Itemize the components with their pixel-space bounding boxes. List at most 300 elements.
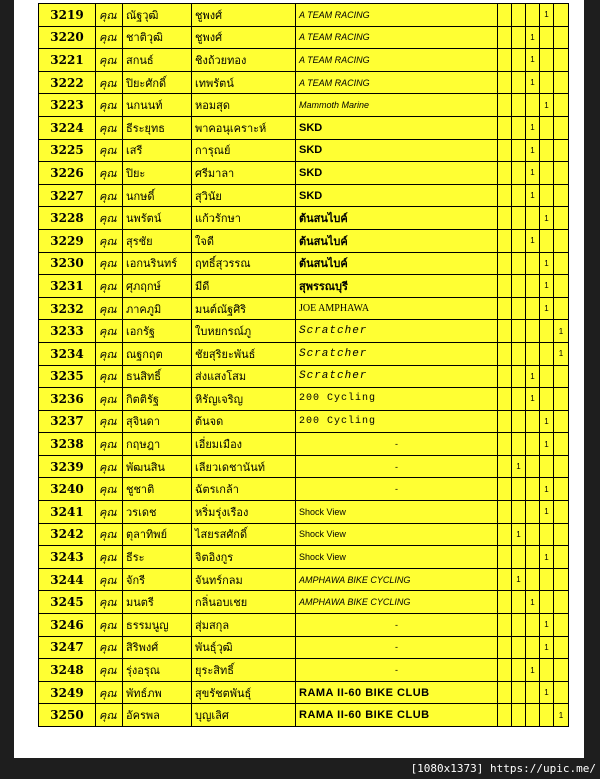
category-cell: 1: [540, 94, 554, 117]
category-cell: [554, 184, 569, 207]
team-cell: -: [296, 433, 498, 456]
last-name-cell: ต้นจด: [192, 410, 296, 433]
category-cell: [498, 704, 512, 727]
table-row: [39, 546, 569, 569]
category-cell: [512, 659, 526, 682]
team-cell: ต้นสนไบค์: [296, 252, 498, 275]
table-row: [39, 704, 569, 727]
category-cell: [498, 659, 512, 682]
title-cell: คุณ: [96, 614, 123, 637]
table-row: [39, 614, 569, 637]
first-name-cell: สิริพงศ์: [123, 636, 192, 659]
table-row: [39, 501, 569, 524]
category-cell: [540, 26, 554, 49]
table-row: [39, 410, 569, 433]
title-cell: คุณ: [96, 116, 123, 139]
team-cell: Shock View: [296, 501, 498, 524]
table-row: [39, 320, 569, 343]
category-cell: 1: [554, 342, 569, 365]
category-cell: [540, 320, 554, 343]
team-cell: SKD: [296, 184, 498, 207]
category-cell: [498, 546, 512, 569]
table-row: [39, 49, 569, 72]
category-cell: [554, 501, 569, 524]
table-row: [39, 139, 569, 162]
category-cell: [554, 297, 569, 320]
bib-number: 3220: [39, 26, 96, 49]
category-cell: [540, 568, 554, 591]
first-name-cell: รุ่งอรุณ: [123, 659, 192, 682]
first-name-cell: นพรัตน์: [123, 207, 192, 230]
category-cell: [498, 433, 512, 456]
category-cell: [512, 388, 526, 411]
category-cell: [540, 342, 554, 365]
first-name-cell: กิตติรัฐ: [123, 388, 192, 411]
title-cell: คุณ: [96, 71, 123, 94]
category-cell: 1: [512, 568, 526, 591]
team-cell: Scratcher: [296, 342, 498, 365]
category-cell: 1: [540, 4, 554, 27]
team-cell: A TEAM RACING: [296, 4, 498, 27]
category-cell: [526, 614, 540, 637]
first-name-cell: สกนธ์: [123, 49, 192, 72]
category-cell: 1: [526, 26, 540, 49]
category-cell: 1: [540, 207, 554, 230]
bib-number: 3230: [39, 252, 96, 275]
category-cell: [512, 614, 526, 637]
team-cell: SKD: [296, 162, 498, 185]
category-cell: [554, 659, 569, 682]
category-cell: 1: [554, 320, 569, 343]
table-row: [39, 388, 569, 411]
category-cell: [498, 229, 512, 252]
title-cell: คุณ: [96, 433, 123, 456]
category-cell: 1: [540, 297, 554, 320]
table-row: [39, 184, 569, 207]
last-name-cell: ยุระสิทธิ์: [192, 659, 296, 682]
category-cell: [498, 342, 512, 365]
title-cell: คุณ: [96, 49, 123, 72]
category-cell: 1: [526, 162, 540, 185]
category-cell: [554, 26, 569, 49]
category-cell: [554, 410, 569, 433]
category-cell: [498, 275, 512, 298]
last-name-cell: แก้วรักษา: [192, 207, 296, 230]
first-name-cell: กฤษฎา: [123, 433, 192, 456]
category-cell: [498, 26, 512, 49]
category-cell: [526, 297, 540, 320]
team-cell: SKD: [296, 139, 498, 162]
team-cell: ต้นสนไบค์: [296, 229, 498, 252]
category-cell: [540, 591, 554, 614]
team-cell: RAMA II-60 BIKE CLUB: [296, 704, 498, 727]
bib-number: 3223: [39, 94, 96, 117]
last-name-cell: ชูพงศ์: [192, 26, 296, 49]
team-cell: JOE AMPHAWA: [296, 297, 498, 320]
category-cell: [526, 455, 540, 478]
category-cell: [526, 568, 540, 591]
category-cell: [512, 297, 526, 320]
category-cell: 1: [540, 636, 554, 659]
first-name-cell: ศุภฤกษ์: [123, 275, 192, 298]
category-cell: [554, 636, 569, 659]
category-cell: [498, 568, 512, 591]
category-cell: [554, 4, 569, 27]
bib-number: 3236: [39, 388, 96, 411]
first-name-cell: นกษดิ์: [123, 184, 192, 207]
team-cell: 200 Cycling: [296, 410, 498, 433]
table-row: [39, 433, 569, 456]
category-cell: 1: [526, 71, 540, 94]
category-cell: 1: [540, 252, 554, 275]
table-row: [39, 26, 569, 49]
first-name-cell: สุจินดา: [123, 410, 192, 433]
title-cell: คุณ: [96, 184, 123, 207]
title-cell: คุณ: [96, 704, 123, 727]
category-cell: [554, 546, 569, 569]
category-cell: 1: [526, 229, 540, 252]
category-cell: 1: [526, 184, 540, 207]
title-cell: คุณ: [96, 681, 123, 704]
team-cell: RAMA II-60 BIKE CLUB: [296, 681, 498, 704]
table-row: [39, 252, 569, 275]
category-cell: [540, 365, 554, 388]
category-cell: [540, 162, 554, 185]
table-row: [39, 4, 569, 27]
category-cell: [512, 162, 526, 185]
bib-number: 3228: [39, 207, 96, 230]
title-cell: คุณ: [96, 252, 123, 275]
document-page: [14, 0, 584, 758]
category-cell: [512, 342, 526, 365]
bib-number: 3243: [39, 546, 96, 569]
title-cell: คุณ: [96, 139, 123, 162]
first-name-cell: วรเดช: [123, 501, 192, 524]
last-name-cell: กลิ่นอบเชย: [192, 591, 296, 614]
last-name-cell: ส่งแสงโสม: [192, 365, 296, 388]
category-cell: [512, 320, 526, 343]
first-name-cell: ธีระยุทธ: [123, 116, 192, 139]
category-cell: [540, 388, 554, 411]
first-name-cell: ปิยะศักดิ์: [123, 71, 192, 94]
watermark: [1080x1373] https://upic.me/: [407, 758, 600, 779]
category-cell: [498, 162, 512, 185]
last-name-cell: สุขรัชตพันธุ์: [192, 681, 296, 704]
first-name-cell: ณัฐวุฒิ: [123, 4, 192, 27]
category-cell: [498, 388, 512, 411]
category-cell: 1: [512, 455, 526, 478]
category-cell: [512, 501, 526, 524]
category-cell: [512, 365, 526, 388]
category-cell: [540, 523, 554, 546]
last-name-cell: การุณย์: [192, 139, 296, 162]
category-cell: 1: [540, 681, 554, 704]
category-cell: [512, 478, 526, 501]
category-cell: [554, 229, 569, 252]
category-cell: [554, 252, 569, 275]
category-cell: [526, 252, 540, 275]
first-name-cell: ณฐกฤต: [123, 342, 192, 365]
category-cell: 1: [512, 523, 526, 546]
first-name-cell: นกนนท์: [123, 94, 192, 117]
bib-number: 3238: [39, 433, 96, 456]
last-name-cell: ใบหยกรณ์ภู: [192, 320, 296, 343]
title-cell: คุณ: [96, 297, 123, 320]
table-row: [39, 94, 569, 117]
table-row: [39, 297, 569, 320]
category-cell: 1: [540, 410, 554, 433]
category-cell: [554, 139, 569, 162]
first-name-cell: อัครพล: [123, 704, 192, 727]
team-cell: A TEAM RACING: [296, 49, 498, 72]
last-name-cell: สุ่มสกุล: [192, 614, 296, 637]
last-name-cell: พันธุ์วุฒิ: [192, 636, 296, 659]
category-cell: [540, 659, 554, 682]
title-cell: คุณ: [96, 659, 123, 682]
category-cell: [526, 478, 540, 501]
category-cell: [498, 139, 512, 162]
bib-number: 3231: [39, 275, 96, 298]
team-cell: -: [296, 636, 498, 659]
table-row: [39, 523, 569, 546]
category-cell: [498, 614, 512, 637]
first-name-cell: พัฒนสิน: [123, 455, 192, 478]
category-cell: [526, 320, 540, 343]
category-cell: [512, 433, 526, 456]
category-cell: 1: [540, 433, 554, 456]
team-cell: Scratcher: [296, 365, 498, 388]
category-cell: [512, 591, 526, 614]
category-cell: [512, 252, 526, 275]
category-cell: 1: [526, 49, 540, 72]
bib-number: 3234: [39, 342, 96, 365]
title-cell: คุณ: [96, 342, 123, 365]
category-cell: [554, 614, 569, 637]
bib-number: 3242: [39, 523, 96, 546]
bib-number: 3248: [39, 659, 96, 682]
category-cell: [526, 501, 540, 524]
first-name-cell: ธนสิทธิ์: [123, 365, 192, 388]
category-cell: [526, 546, 540, 569]
category-cell: [512, 636, 526, 659]
category-cell: [540, 116, 554, 139]
category-cell: [498, 478, 512, 501]
bib-number: 3226: [39, 162, 96, 185]
category-cell: 1: [526, 116, 540, 139]
category-cell: [540, 184, 554, 207]
last-name-cell: ใจดี: [192, 229, 296, 252]
first-name-cell: ชาติวุฒิ: [123, 26, 192, 49]
category-cell: [512, 410, 526, 433]
title-cell: คุณ: [96, 410, 123, 433]
category-cell: [554, 116, 569, 139]
title-cell: คุณ: [96, 591, 123, 614]
category-cell: 1: [540, 478, 554, 501]
table-row: [39, 162, 569, 185]
bib-number: 3237: [39, 410, 96, 433]
bib-number: 3246: [39, 614, 96, 637]
category-cell: [512, 704, 526, 727]
title-cell: คุณ: [96, 636, 123, 659]
team-cell: Scratcher: [296, 320, 498, 343]
category-cell: [512, 184, 526, 207]
first-name-cell: ชูชาติ: [123, 478, 192, 501]
title-cell: คุณ: [96, 501, 123, 524]
table-row: [39, 275, 569, 298]
category-cell: [554, 94, 569, 117]
first-name-cell: ธรรมนูญ: [123, 614, 192, 637]
team-cell: -: [296, 455, 498, 478]
team-cell: Shock View: [296, 523, 498, 546]
table-row: [39, 591, 569, 614]
category-cell: [512, 229, 526, 252]
first-name-cell: ปิยะ: [123, 162, 192, 185]
title-cell: คุณ: [96, 320, 123, 343]
category-cell: [498, 49, 512, 72]
title-cell: คุณ: [96, 388, 123, 411]
category-cell: [540, 49, 554, 72]
category-cell: [526, 342, 540, 365]
title-cell: คุณ: [96, 455, 123, 478]
title-cell: คุณ: [96, 523, 123, 546]
category-cell: [498, 501, 512, 524]
last-name-cell: บุญเลิศ: [192, 704, 296, 727]
category-cell: [498, 681, 512, 704]
last-name-cell: จิตอิงกูร: [192, 546, 296, 569]
category-cell: [540, 229, 554, 252]
category-cell: [540, 71, 554, 94]
bib-number: 3247: [39, 636, 96, 659]
category-cell: [540, 455, 554, 478]
bib-number: 3221: [39, 49, 96, 72]
first-name-cell: จักรี: [123, 568, 192, 591]
bib-number: 3233: [39, 320, 96, 343]
category-cell: [498, 320, 512, 343]
category-cell: [498, 591, 512, 614]
table-row: [39, 681, 569, 704]
category-cell: [498, 297, 512, 320]
first-name-cell: สุรชัย: [123, 229, 192, 252]
last-name-cell: จันทร์กลม: [192, 568, 296, 591]
category-cell: [526, 207, 540, 230]
category-cell: [526, 94, 540, 117]
category-cell: [526, 275, 540, 298]
category-cell: [554, 478, 569, 501]
team-cell: A TEAM RACING: [296, 71, 498, 94]
category-cell: [498, 410, 512, 433]
title-cell: คุณ: [96, 207, 123, 230]
title-cell: คุณ: [96, 478, 123, 501]
category-cell: [512, 681, 526, 704]
last-name-cell: ศรีมาลา: [192, 162, 296, 185]
table-row: [39, 116, 569, 139]
bib-number: 3235: [39, 365, 96, 388]
team-cell: AMPHAWA BIKE CYCLING: [296, 591, 498, 614]
category-cell: [498, 636, 512, 659]
last-name-cell: พาคอนุเคราะห์: [192, 116, 296, 139]
team-cell: A TEAM RACING: [296, 26, 498, 49]
category-cell: [498, 365, 512, 388]
category-cell: 1: [554, 704, 569, 727]
last-name-cell: ฤทธิ์สุวรรณ: [192, 252, 296, 275]
category-cell: [498, 455, 512, 478]
category-cell: [540, 139, 554, 162]
team-cell: Shock View: [296, 546, 498, 569]
title-cell: คุณ: [96, 568, 123, 591]
category-cell: [554, 275, 569, 298]
last-name-cell: มีดี: [192, 275, 296, 298]
category-cell: [512, 49, 526, 72]
team-cell: ต้นสนไบค์: [296, 207, 498, 230]
table-row: [39, 478, 569, 501]
last-name-cell: มนต์ณัฐศิริ: [192, 297, 296, 320]
table-row: [39, 342, 569, 365]
team-cell: Mammoth Marine: [296, 94, 498, 117]
category-cell: 1: [526, 659, 540, 682]
category-cell: [554, 207, 569, 230]
bib-number: 3229: [39, 229, 96, 252]
first-name-cell: เอกนรินทร์: [123, 252, 192, 275]
table-row: [39, 636, 569, 659]
bib-number: 3249: [39, 681, 96, 704]
category-cell: [512, 26, 526, 49]
category-cell: [498, 116, 512, 139]
category-cell: [498, 184, 512, 207]
last-name-cell: ชิงถ้วยทอง: [192, 49, 296, 72]
last-name-cell: ชูพงศ์: [192, 4, 296, 27]
first-name-cell: เสรี: [123, 139, 192, 162]
table-row: [39, 71, 569, 94]
category-cell: [554, 681, 569, 704]
category-cell: [512, 71, 526, 94]
last-name-cell: ฉัตรเกล้า: [192, 478, 296, 501]
category-cell: [498, 4, 512, 27]
last-name-cell: เทพรัตน์: [192, 71, 296, 94]
category-cell: 1: [526, 365, 540, 388]
category-cell: 1: [540, 275, 554, 298]
category-cell: [554, 162, 569, 185]
bib-number: 3239: [39, 455, 96, 478]
table-row: [39, 207, 569, 230]
title-cell: คุณ: [96, 94, 123, 117]
table-row: [39, 229, 569, 252]
category-cell: [526, 704, 540, 727]
table-row: [39, 365, 569, 388]
last-name-cell: หริ่มรุ่งเรือง: [192, 501, 296, 524]
bib-number: 3227: [39, 184, 96, 207]
category-cell: [554, 455, 569, 478]
registration-table: [38, 3, 569, 727]
category-cell: 1: [526, 591, 540, 614]
category-cell: [526, 410, 540, 433]
category-cell: [512, 116, 526, 139]
category-cell: [512, 207, 526, 230]
category-cell: [512, 4, 526, 27]
category-cell: 1: [526, 388, 540, 411]
last-name-cell: ไสยรสศักดิ์: [192, 523, 296, 546]
bib-number: 3245: [39, 591, 96, 614]
first-name-cell: ตุลาทิพย์: [123, 523, 192, 546]
category-cell: [526, 4, 540, 27]
category-cell: [554, 388, 569, 411]
title-cell: คุณ: [96, 546, 123, 569]
category-cell: [554, 591, 569, 614]
title-cell: คุณ: [96, 229, 123, 252]
table-row: [39, 659, 569, 682]
title-cell: คุณ: [96, 26, 123, 49]
bib-number: 3224: [39, 116, 96, 139]
bib-number: 3222: [39, 71, 96, 94]
